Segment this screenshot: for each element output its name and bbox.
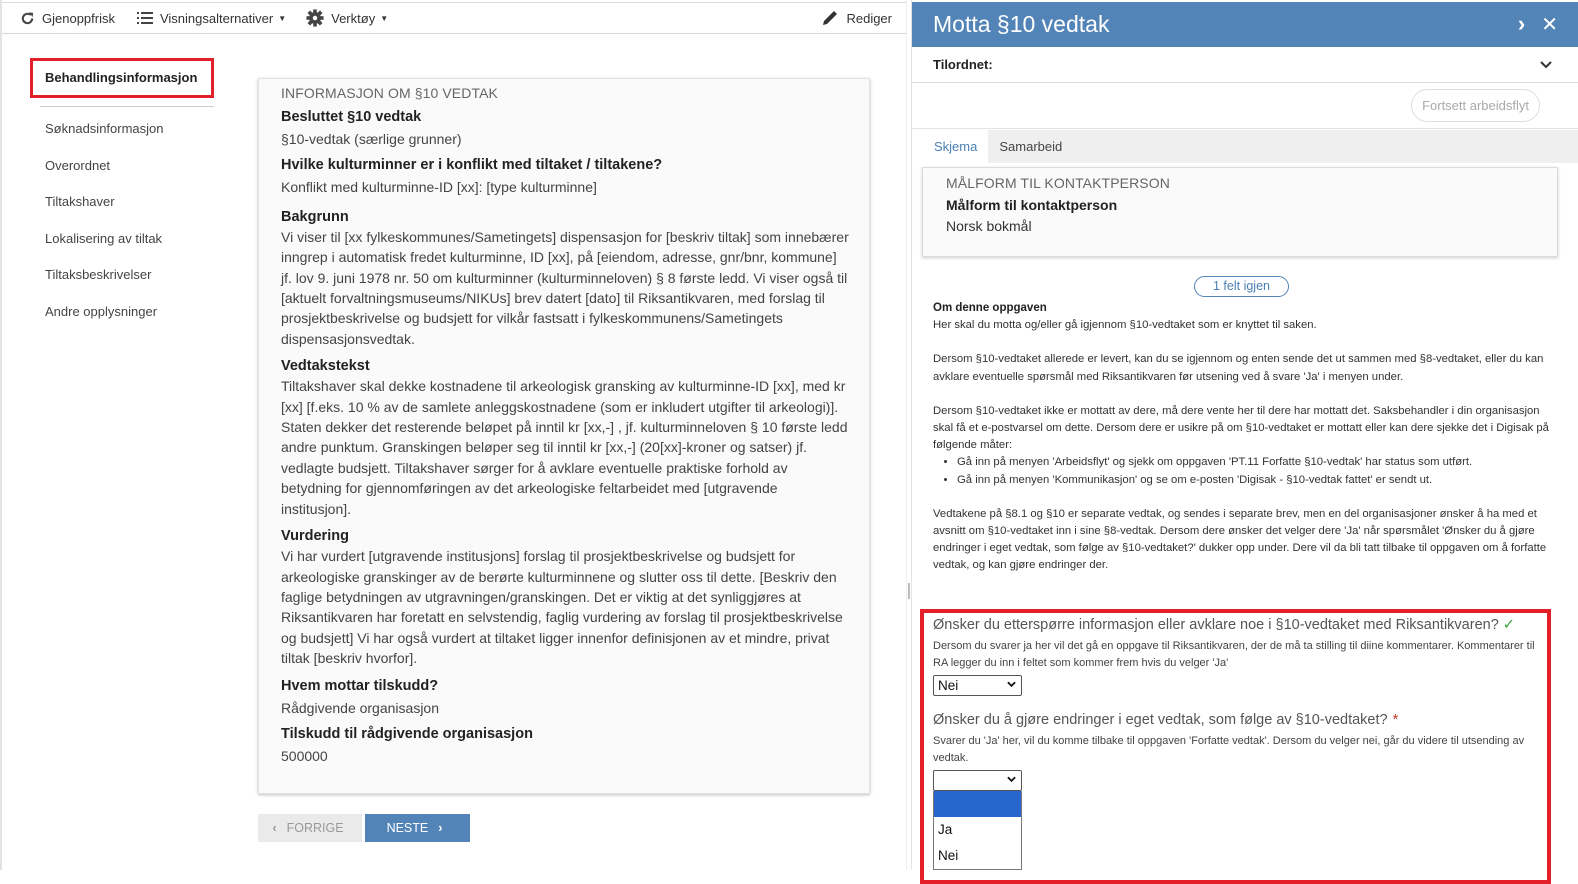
tools-menu[interactable] <box>306 9 388 27</box>
sidenav-item-lokalisering[interactable]: Lokalisering av tiltak <box>45 230 163 246</box>
clarification-select[interactable] <box>933 675 1022 696</box>
refresh-label: Gjenoppfrisk <box>42 10 115 26</box>
edit-label: Rediger <box>846 10 892 26</box>
pencil-icon <box>821 9 839 27</box>
field-label: Hvem mottar tilskudd? <box>281 677 439 694</box>
decision-info-card <box>258 78 870 794</box>
pager <box>258 814 470 842</box>
sidenav-item-behandlingsinformasjon[interactable]: Behandlingsinformasjon <box>30 58 214 98</box>
description-title: Om denne oppgaven <box>933 302 1047 314</box>
assigned-label: Tilordnet: <box>933 57 993 72</box>
sidenav-item-soknadsinformasjon[interactable]: Søknadsinformasjon <box>45 121 164 136</box>
option-empty[interactable] <box>934 791 1021 817</box>
previous-button[interactable] <box>258 814 362 842</box>
sidenav-item-overordnet[interactable]: Overordnet <box>45 157 111 173</box>
assigned-row[interactable] <box>912 47 1578 83</box>
sidenav-item-andre-opplysninger[interactable]: Andre opplysninger <box>45 303 158 319</box>
check-icon: ✓ <box>1502 617 1515 633</box>
field-value: Konflikt med kulturminne-ID [xx]: [type kulturminne] <box>281 179 597 196</box>
field-value: §10-vedtak (særlige grunner) <box>281 131 462 147</box>
view-options-label: Visningsalternativer <box>159 10 274 26</box>
question-title <box>933 615 1543 635</box>
field-label: Bakgrunn <box>281 208 349 225</box>
chevron-left-icon: ‹ <box>272 821 277 835</box>
caret-down-icon: ▼ <box>278 13 287 23</box>
next-button[interactable] <box>365 814 470 842</box>
description-paragraph: Vedtakene på §8.1 og §10 er separate vedtak, og sendes i separate brev, men en del organisasjoner ønsker å ha med et avsnitt om §10-vedtaket inn i sine §8-vedtak. Dersom dere ønsker det velger dere 'Ja' når spørsmålet 'Ønsker du å gjøre endringer i eget vedtak, som følge av §10-vedtaket?' dukker opp under. Dere vil da bli tatt tilbake til oppgaven om å forfatte vedtak, og kan gjøre endringer der. <box>933 507 1547 572</box>
tools-label: Verktøy <box>331 10 376 26</box>
card-heading: INFORMASJON OM §10 VEDTAK <box>281 85 498 101</box>
list-icon <box>137 12 153 24</box>
section-nav <box>30 58 216 331</box>
gear-icon <box>306 9 324 27</box>
expand-chevron-icon[interactable]: › <box>1517 11 1526 36</box>
field-label: Besluttet §10 vedtak <box>281 109 422 125</box>
field-value: Tiltakshaver skal dekke kostnadene til arkeologisk gransking av kulturminne-ID [xx], med kr [xx] [f.eks. 10 % av de samlete anleggskostnadene (som er inkludert utgifter til arkeologi)]. Staten dekker det resterende beløpet på inntil kr [xx,-] , jf. kulturminneloven § 10 første ledd andre punktum. Granskingen beløper seg til inntil kr [xx,-] (20[xx]-kroner og satser) jf. vedlagte budsjett. Tiltakshaver sørger for å avklare eventuelle praktiske forhold av betydning for gjennomføringen av det arkeologiske feltarbeidet med [utgravende institusjon]. <box>281 378 848 517</box>
toolbar <box>2 2 906 34</box>
caret-down-icon: ▼ <box>380 13 389 23</box>
field-label: Vedtakstekst <box>281 358 370 375</box>
chevron-right-icon: › <box>438 821 443 835</box>
description-bullets <box>933 454 1553 488</box>
task-header <box>912 2 1578 47</box>
tab-samarbeid[interactable]: Samarbeid <box>999 139 1063 154</box>
field-value: Vi viser til [xx fylkeskommunes/Sametingets] dispensasjon for [beskriv tiltak] som innebærer inngrep i automatisk fredet kulturminne, ID [xx], på [eiendom, adresse, gnr/bnr, kommune] jf. lov 9. juni 1978 nr. 50 om kulturminner (kulturminneloven) § 8 første ledd. Vi viser også til [aktuelt forvaltningsmuseums/NIKUs] brev datert [dato] til Riksantikvaren, med forslag til prosjektbeskrivelse og budsjett for vilkår fastsatt i fylkeskommunens/Sametingets dispensasjonsvedtak. <box>281 228 849 347</box>
chevron-down-icon <box>1007 676 1016 695</box>
question-title <box>933 710 1543 730</box>
change-decision-select[interactable] <box>933 770 1022 791</box>
description-intro: Her skal du motta og/eller gå igjennom §10-vedtaket som er knyttet til saken. <box>933 319 1317 332</box>
fields-remaining-badge[interactable]: 1 felt igjen <box>1194 276 1289 297</box>
language-card <box>922 167 1558 257</box>
list-item: • Gå inn på menyen 'Kommunikasjon' og se om e-posten 'Digisak - §10-vedtak fattet' er sendt ut. <box>957 472 1553 489</box>
field-value: Vi har vurdert [utgravende institusjons] forslag til prosjektbeskrivelse og budsjett for arkeologiske granskinger av de berørte kulturminnene og slutter oss til dette. [Beskriv den faglige betydningen av utgravningen/granskingen. Det er viktig at det synliggjøres at Riksantikvaren har foretatt en selvstendig, faglig vurdering av forslag til prosjektbeskrivelse og budsjett] Vi har også vurdert at tiltaket ligger innenfor definisjonen av et mindre, privat tiltak [beskriv hvorfor]. <box>281 548 843 667</box>
questions-highlight <box>920 609 1551 884</box>
refresh-button[interactable] <box>20 11 115 26</box>
sidenav-item-tiltaksbeskrivelser[interactable]: Tiltaksbeskrivelser <box>45 267 152 283</box>
workflow-row <box>912 83 1578 129</box>
next-label: NESTE <box>386 821 429 835</box>
chevron-down-icon <box>1007 771 1016 790</box>
task-description <box>933 300 1553 592</box>
edit-button[interactable] <box>821 9 892 27</box>
task-panel <box>912 0 1578 870</box>
question-ra-clarification <box>933 615 1543 696</box>
card-heading: MÅLFORM TIL KONTAKTPERSON <box>946 175 1170 191</box>
question-description: Dersom du svarer ja her vil det gå en oppgave til Riksantikvaren, der de må ta stilling til diine kommentarer. Kommentarer til RA legger du inn i feltet som kommer frem hvis du velger 'Ja' <box>933 640 1535 670</box>
field-value: 500000 <box>281 747 328 764</box>
field-value: Norsk bokmål <box>946 218 1032 234</box>
question-text: Ønsker du å gjøre endringer i eget vedtak, som følge av §10-vedtaket? <box>933 712 1388 728</box>
select-value: Nei <box>938 677 959 693</box>
divider <box>40 106 214 107</box>
field-value: Rådgivende organisasjon <box>281 699 439 716</box>
list-item: • Gå inn på menyen 'Arbeidsflyt' og sjekk om oppgaven 'PT.11 Forfatte §10-vedtak' har status som utført. <box>957 454 1553 471</box>
question-text: Ønsker du etterspørre informasjon eller avklare noe i §10-vedtaket med Riksantikvaren? <box>933 617 1499 633</box>
splitter-grip-handle[interactable] <box>908 583 910 599</box>
previous-label: FORRIGE <box>286 821 344 835</box>
question-description: Svarer du 'Ja' her, vil du komme tilbake til oppgaven 'Forfatte vedtak'. Dersom du velger nei, går du videre til utsending av vedtak. <box>933 735 1525 765</box>
close-icon[interactable]: ✕ <box>1541 13 1558 36</box>
field-label: Tilskudd til rådgivende organisasjon <box>281 725 533 742</box>
option-nei[interactable]: Nei <box>938 847 959 863</box>
continue-workflow-button[interactable]: Fortsett arbeidsflyt <box>1411 89 1540 122</box>
refresh-icon <box>20 11 35 26</box>
question-change-own-decision <box>933 710 1543 870</box>
tab-skjema[interactable]: Skjema <box>912 130 988 163</box>
field-label: Hvilke kulturminner er i konflikt med tiltaket / tiltakene? <box>281 157 663 174</box>
change-decision-options <box>933 791 1022 870</box>
description-paragraph: Dersom §10-vedtaket ikke er mottatt av dere, må dere vente her til dere har mottatt det. Saksbehandler i din organisasjon skal få et e-postvarsel om dette. Dersom dere er usikre på om §10-vedtaket er mottatt eller kan dere sjekke det i Digisak på følgende måter: <box>933 404 1549 452</box>
required-asterisk-icon: * <box>1392 712 1399 728</box>
description-paragraph: Dersom §10-vedtaket allerede er levert, kan du se igjennom og enten sende det ut sammen med §8-vedtaket, eller du kan avklare eventuelle spørsmål med Riksantikvaren før utsening ved å svare 'Ja' i menyen under. <box>933 353 1544 383</box>
task-tabs <box>912 130 1578 163</box>
task-title: Motta §10 vedtak <box>933 11 1110 37</box>
field-label: Vurdering <box>281 528 349 545</box>
field-label: Målform til kontaktperson <box>946 197 1118 213</box>
sidenav-item-tiltakshaver[interactable]: Tiltakshaver <box>45 194 115 210</box>
view-options-menu[interactable] <box>137 11 286 26</box>
chevron-down-icon[interactable] <box>1540 57 1552 72</box>
option-ja[interactable]: Ja <box>938 821 953 837</box>
